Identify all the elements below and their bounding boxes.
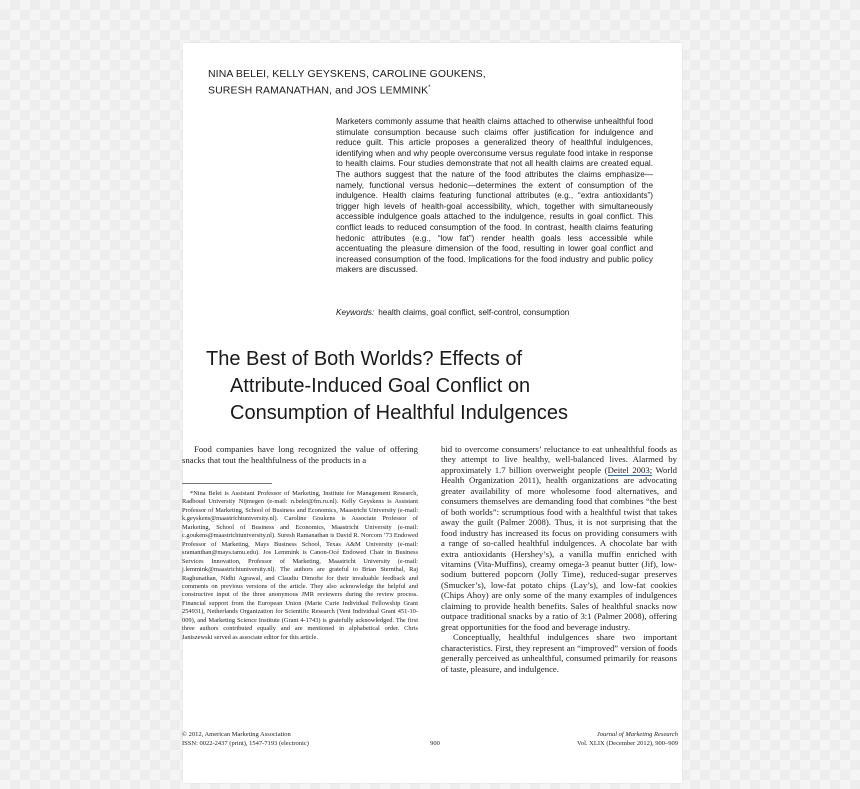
author-line-2: SURESH RAMANATHAN, and JOS LEMMINK* [208,84,431,97]
author-footnote: *Nina Belei is Assistant Professor of Marketing, Institute for Management Research, Radboud University Nijmegen (e-mail: n.belei@fm.ru.nl). Kelly Geyskens is Assistant Professor of Marketing, School of Business and Economics, Maastricht University (e-mail: k.geyskens@maastrichtuniversity.nl). Caroline Goukens is Associate Professor of Marketing, School of Business and Economics, Maastricht University (e-mail: c.goukens@maastrichtuniversity.nl). Suresh Ramanathan is David R. Norcom ’73 Endowed Professor of Marketing, Mays Business School, Texas A&M University (e-mail: sramanthan@mays.tamu.edu). Jos Lemmink is Canon-Océ Endowed Chair in Business Services Innovation, Professor of Marketing, Maastricht University (e-mail: j.lemmink@maastrichtuniversity.nl). The authors are grateful to Brian Sternthal, Raj Raghunathan, Nidhi Agrawal, and Claudiu Dimofte for their invaluable feedback and comments on previous versions of the article. They also acknowledge the helpful and constructive input of the three anonymous JMR reviewers during the review process. Financial support from the European Union (Marie Curie Individual Fellowship Grant 254931), Netherlands Organization for Scientific Research (Veni Individual Grant 451-10-009), and Marketing Science Institute (Grant 4-1743) is gratefully acknowledged. The first three authors contributed equally and are mentioned in alphabetical order. Chris Janiszewski served as associate editor for this article. [182,490,418,641]
abstract: Marketers commonly assume that health claims attached to otherwise unhealthful food stimulate consumption because such claims offer justification for indulgence and reduce guilt. This article proposes a generalized theory of healthful indulgences, identifying when and why people overconsume versus regulate food intake in response to health claims. Four studies demonstrate that not all health claims are created equal. The authors suggest that the nature of the food attributes the claims emphasize—namely, functional versus hedonic—determines the extent of consumption of the indulgence. Health claims featuring functional attributes (e.g., “extra antioxidants”) trigger high levels of health-goal accessibility, which, together with simultaneously accessible indulgence goals attached to the indulgence, results in goal conflict. This conflict leads to reduced consumption of the food. In contrast, health claims featuring hedonic attributes (e.g., “low fat”) render health goals less accessible while accentuating the pleasure dimension of the food, resulting in lower goal conflict and increased consumption of the food. Implications for the food industry and public policy makers are discussed. [336,117,653,275]
article-title [206,346,666,427]
footer-journal: Journal of Marketing Research Vol. XLIX (December 2012), 900–909 [577,731,678,747]
footer-copyright: © 2012, American Marketing Association ISSN: 0022-2437 (print), 1547-7193 (electronic) [182,731,309,747]
citation-link[interactable]: Deitel 2003; [607,464,653,475]
body-paragraph-1: bid to overcome consumers’ reluctance to eat unhealthful foods as they attempt to live healthy, well-balanced lives. Alarmed by approximately 1.7 billion overweight people (Deitel 2003; World Health Organization 2011), health organizations are advocating greater availability of more wholesome food alternatives, and consumers themselves are demanding food that combines “the best of both worlds”: scrumptious food with a healthful twist that takes away the guilt (Palmer 2008). Thus, it is not surprising that the food industry has increased its focus on providing consumers with a range of so-called healthful indulgences. A chocolate bar with extra antioxidants (Hershey’s), a vanilla muffin enriched with vitamins (Vita-Muffins), creamy omega-3 peanut butter (Jif), low-sodium buttered popcorn (Jolly Time), reduced-sugar preserves (Smucker’s), low-fat potato chips (Lay’s), and low-fat cookies (Chips Ahoy) are only some of the many examples of indulgences claiming to provide health benefits. Sales of healthful snacks now outpace traditional snacks by a ratio of 3:1 (Palmer 2008), offering great opportunities for the food and beverage industry. [441,444,678,632]
intro-paragraph: Food companies have long recognized the value of offering snacks that tout the healthfulness of the products in a [182,444,418,465]
page-number: 900 [430,740,440,747]
author-line-1: NINA BELEI, KELLY GEYSKENS, CAROLINE GOUKENS, [208,68,486,80]
keywords-label: Keywords: [336,308,375,317]
author-list [208,67,648,98]
footnote-marker: * [428,85,431,91]
body-paragraph-2: Conceptually, healthful indulgences share two important characteristics. First, they represent an “improved” version of foods generally perceived as unhealthful, consumed primarily for reasons of taste, pleasure, and indulgence. [441,632,677,674]
title-line-3: Consumption of Healthful Indulgences [230,402,568,424]
title-line-1: The Best of Both Worlds? Effects of [206,348,523,370]
footnote-divider [182,483,272,484]
title-line-2: Attribute-Induced Goal Conflict on [230,375,531,397]
body-right-column [441,444,677,674]
keywords [336,308,653,319]
keywords-text: health claims, goal conflict, self-control, consumption [378,308,570,317]
